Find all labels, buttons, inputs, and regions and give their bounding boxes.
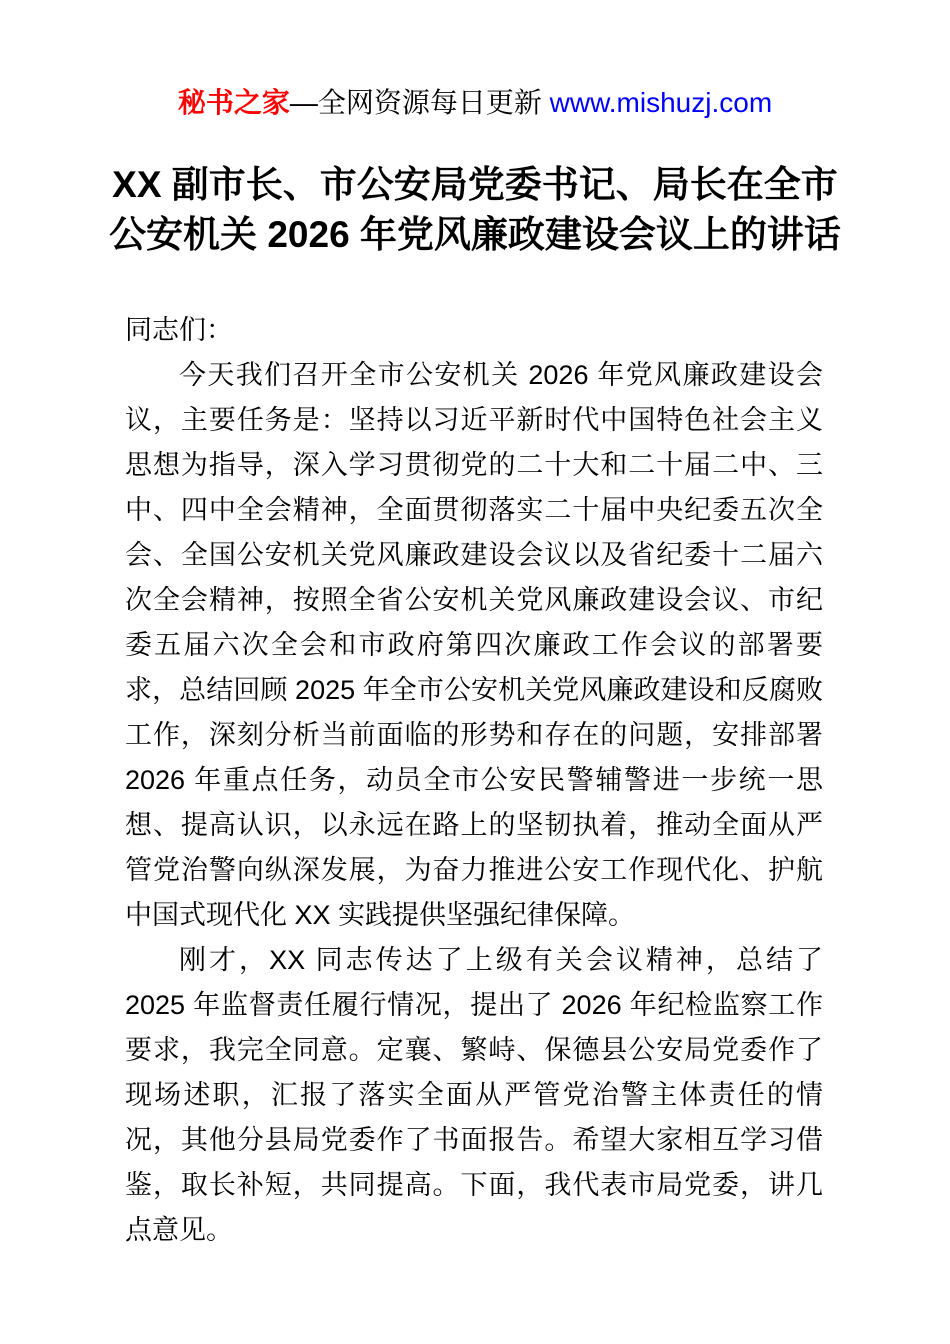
- body-paragraph-1: 今天我们召开全市公安机关 2026 年党风廉政建设会议，主要任务是：坚持以习近平新时代中国特色社会主义思想为指导，深入学习贯彻党的二十大和二十届二中、三中、四中全会精神，全面贯彻落实二十届中央纪委五次全会、全国公安机关党风廉政建设会议以及省纪委十二届六次全会精神，按照全省公安机关党风廉政建设会议、市纪委五届六次全会和市政府第四次廉政工作会议的部署要求，总结回顾 2025 年全市公安机关党风廉政建设和反腐败工作，深刻分析当前面临的形势和存在的问题，安排部署 2026 年重点任务，动员全市公安民警辅警进一步统一思想、提高认识，以永远在路上的坚韧执着，推动全面从严管党治警向纵深发展，为奋力推进公安工作现代化、护航中国式现代化 XX 实践提供坚强纪律保障。: [125, 360, 823, 930]
- site-brand: 秘书之家: [177, 87, 290, 118]
- document-title-line1: XX 副市长、市公安局党委书记、局长在全市: [112, 164, 838, 205]
- salutation: 同志们：: [125, 315, 233, 345]
- site-url-link[interactable]: www.mishuzj.com: [549, 87, 773, 118]
- site-tagline: —全网资源每日更新: [289, 87, 550, 118]
- body-paragraph-2: 刚才，XX 同志传达了上级有关会议精神，总结了 2025 年监督责任履行情况，提出了 2026 年纪检监察工作要求，我完全同意。定襄、繁峙、保德县公安局党委作了现场述职，汇报了落实全面从严管党治警主体责任的情况，其他分县局党委作了书面报告。希望大家相互学习借鉴，取长补短，共同提高。下面，我代表市局党委，讲几点意见。: [125, 945, 823, 1245]
- document-title: [0, 160, 950, 260]
- document-title-line2: 公安机关 2026 年党风廉政建设会议上的讲话: [109, 214, 841, 255]
- document-body: [125, 308, 823, 1253]
- site-header: [0, 0, 950, 120]
